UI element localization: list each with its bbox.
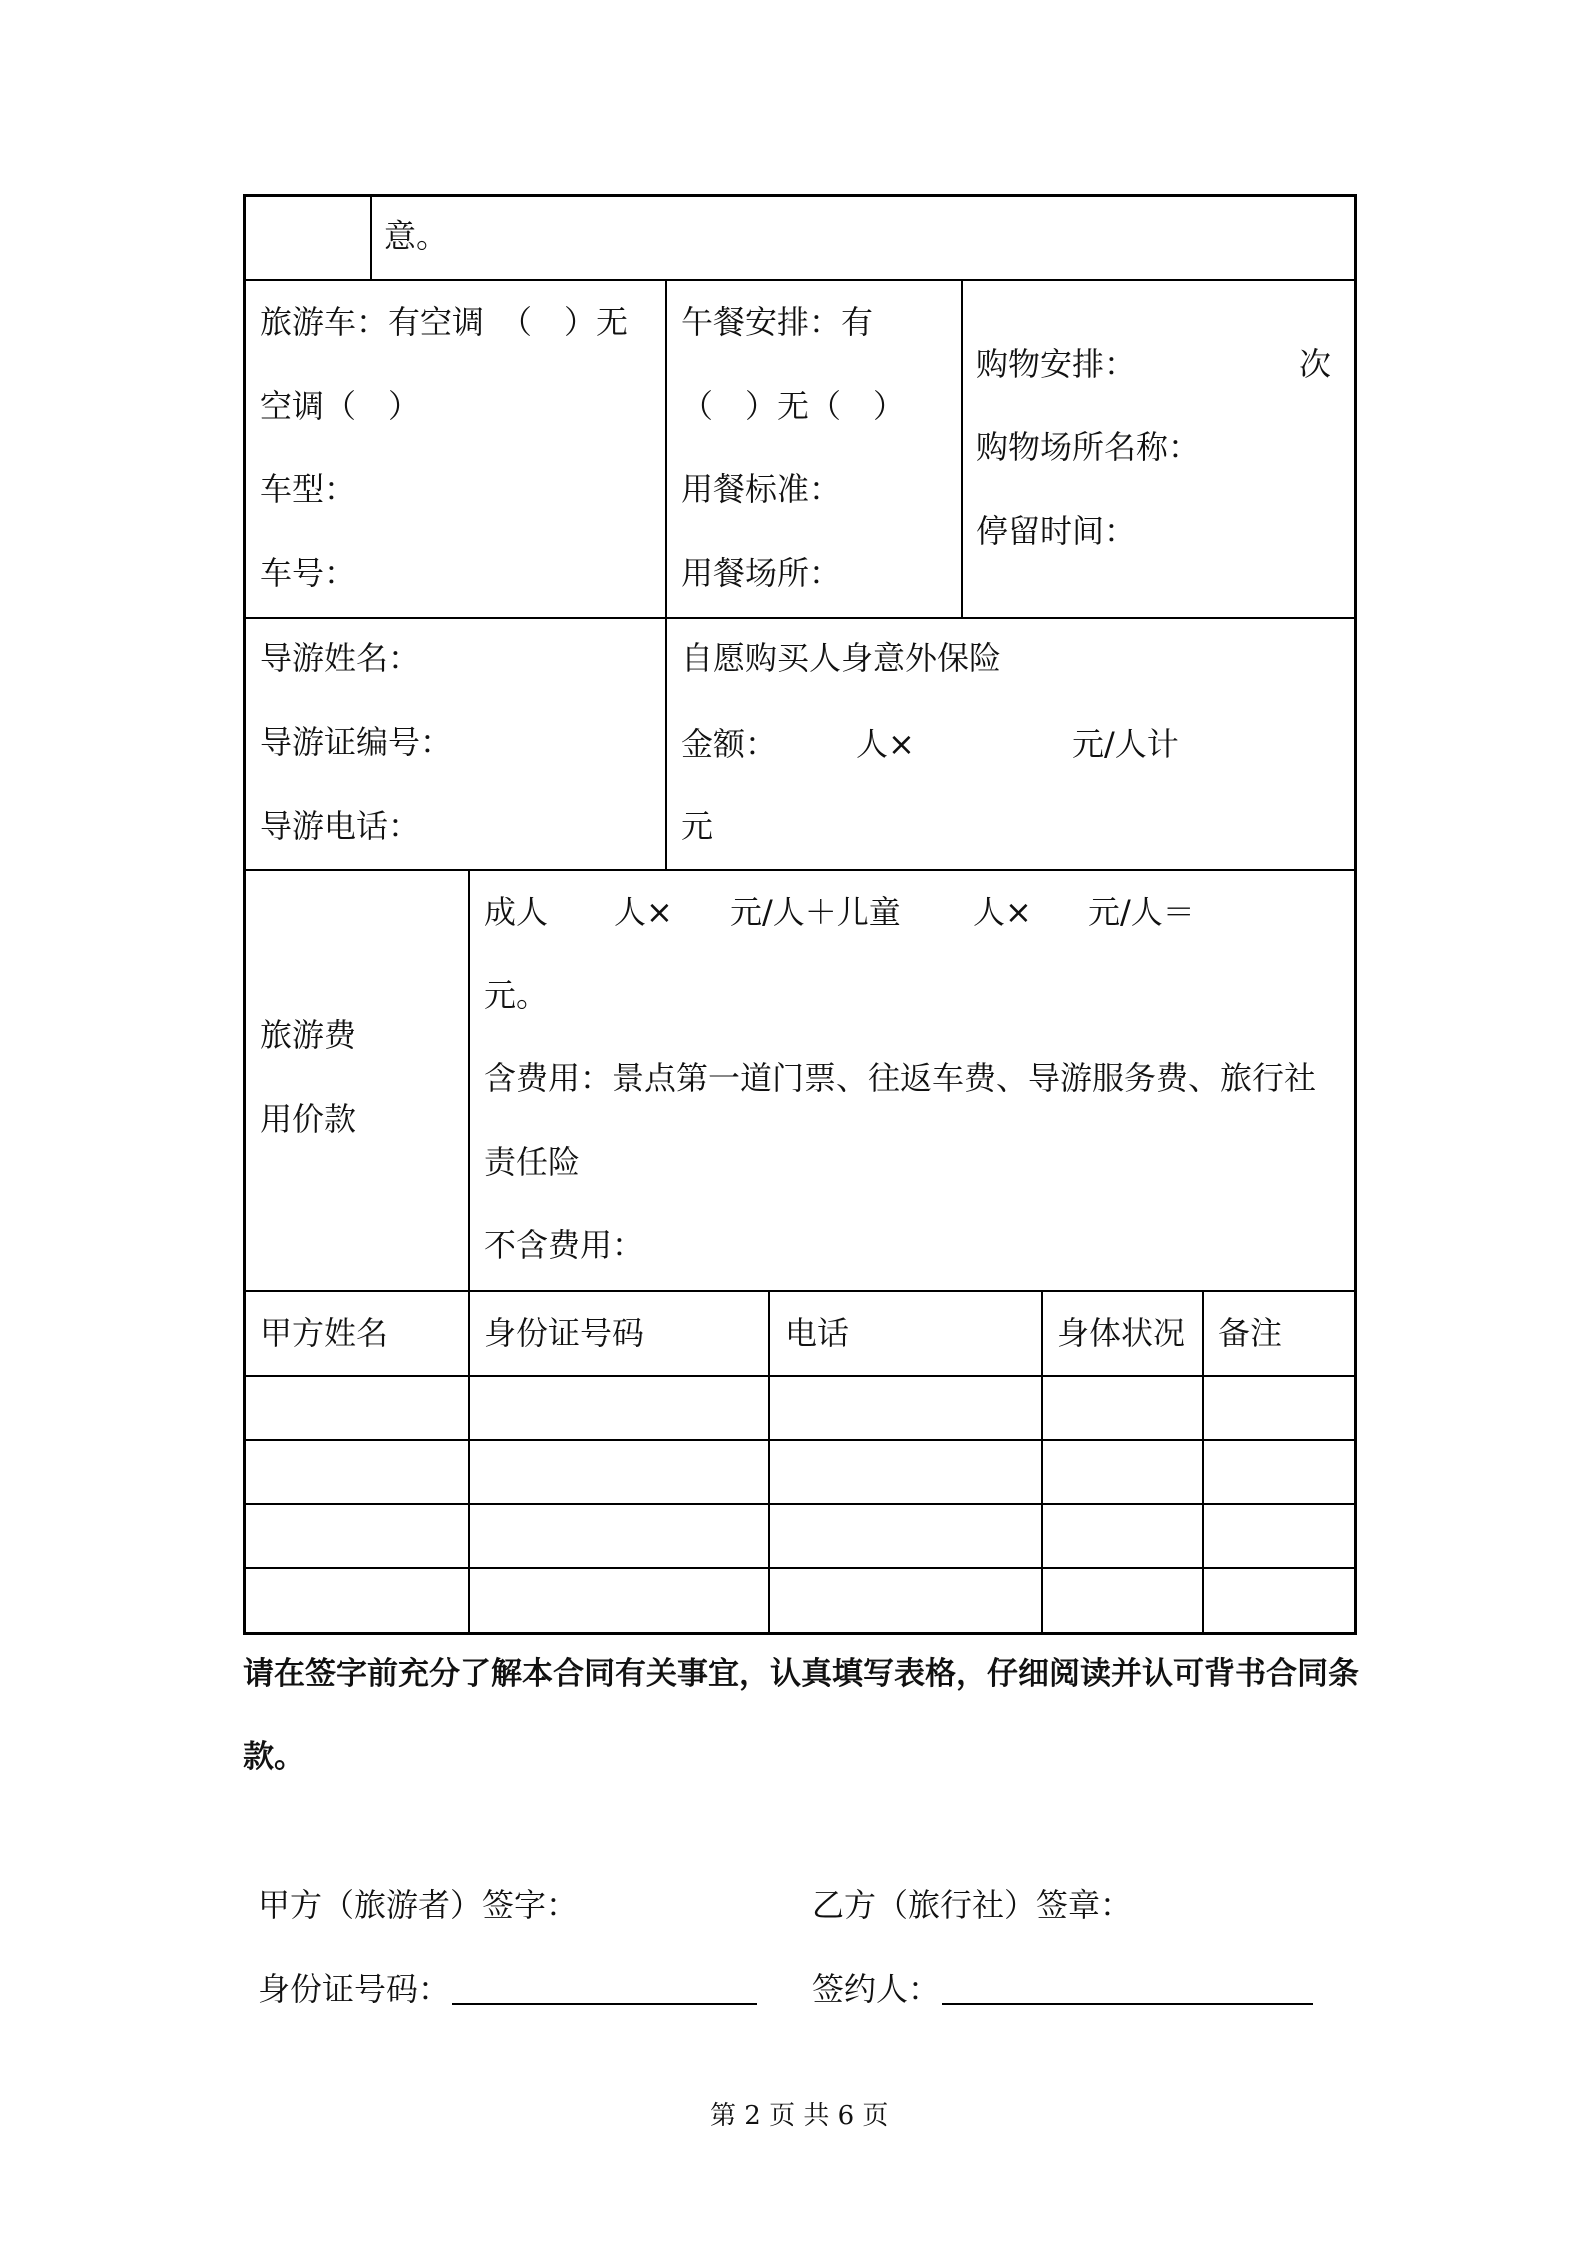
- insurance-yuan: 元: [681, 807, 714, 845]
- page-number: 第 2 页 共 6 页: [710, 2101, 889, 2131]
- notice-line2: 款。: [243, 1739, 305, 1775]
- lunch-standard-label: 用餐标准：: [681, 470, 842, 508]
- vehicle-type-label: 车型：: [260, 470, 357, 508]
- shopping-arrangement-label: 购物安排：: [976, 345, 1137, 383]
- notice-line1: 请在签字前充分了解本合同有关事宜，认真填写表格，仔细阅读并认可背书合同条: [243, 1656, 1359, 1692]
- lunch-place-label: 用餐场所：: [681, 554, 842, 592]
- shopping-times-unit: 次: [1299, 345, 1332, 383]
- table-border-bottom: [243, 1632, 1357, 1635]
- row1-text: 意。: [384, 217, 449, 255]
- shopping-stay-time-label: 停留时间：: [976, 512, 1137, 550]
- fee-adult: 成人: [484, 893, 549, 931]
- table-header-id-number: 身份证号码: [484, 1314, 645, 1352]
- signer-field[interactable]: [942, 2003, 1313, 2005]
- table-row[interactable]: [246, 1569, 1354, 1632]
- table-row[interactable]: [246, 1505, 1354, 1567]
- fee-adult-yuan-plus-child: 元/人＋儿童: [730, 893, 901, 931]
- guide-name-label: 导游姓名：: [260, 639, 421, 677]
- table-border-top: [243, 194, 1357, 197]
- fee-label-line1: 旅游费: [260, 1016, 357, 1054]
- row-separator: [243, 1290, 1357, 1292]
- table-row[interactable]: [246, 1377, 1354, 1439]
- row-separator: [243, 869, 1357, 871]
- table-header-health: 身体状况: [1057, 1314, 1186, 1352]
- vehicle-ac-line: 旅游车：有空调 （ ）无: [260, 303, 629, 341]
- id-number-field[interactable]: [452, 2003, 757, 2005]
- id-number-label: 身份证号码：: [258, 1970, 451, 2008]
- insurance-per-person: 元/人计: [1072, 725, 1179, 763]
- table-border-right: [1354, 194, 1357, 1635]
- row2-divider-b: [961, 279, 963, 617]
- shopping-place-name-label: 购物场所名称：: [976, 428, 1201, 466]
- row1-divider: [370, 194, 372, 279]
- row2-divider-a: [665, 279, 667, 869]
- insurance-title: 自愿购买人身意外保险: [681, 639, 1002, 677]
- party-b-seal-label: 乙方（旅行社）签章：: [812, 1886, 1133, 1924]
- insurance-amount-label: 金额：: [681, 725, 778, 763]
- fee-included-line2: 责任险: [484, 1143, 581, 1181]
- party-a-signature-label: 甲方（旅游者）签字：: [258, 1886, 579, 1924]
- lunch-line1: 午餐安排：有: [681, 303, 874, 341]
- table-row[interactable]: [246, 1441, 1354, 1503]
- table-header-name: 甲方姓名: [260, 1314, 389, 1352]
- insurance-person-times: 人×: [856, 725, 915, 763]
- vehicle-no-ac-line: 空调（ ）: [260, 387, 421, 425]
- table-header-phone: 电话: [785, 1314, 850, 1352]
- fee-total-yuan: 元。: [484, 976, 549, 1014]
- fee-included-line1: 含费用：景点第一道门票、往返车费、导游服务费、旅行社: [484, 1059, 1317, 1097]
- table-header-remarks: 备注: [1218, 1314, 1283, 1352]
- row-separator: [243, 279, 1357, 281]
- signer-label: 签约人：: [812, 1970, 941, 2008]
- fee-label-line2: 用价款: [260, 1100, 357, 1138]
- fee-excluded-label: 不含费用：: [484, 1226, 645, 1264]
- fee-adult-person: 人×: [614, 893, 673, 931]
- vehicle-number-label: 车号：: [260, 554, 357, 592]
- fee-child-yuan-eq: 元/人＝: [1088, 893, 1195, 931]
- row-separator: [243, 617, 1357, 619]
- fee-child-person: 人×: [973, 893, 1032, 931]
- guide-phone-label: 导游电话：: [260, 807, 421, 845]
- lunch-line2: （ ）无（ ）: [681, 387, 906, 425]
- guide-license-label: 导游证编号：: [260, 723, 453, 761]
